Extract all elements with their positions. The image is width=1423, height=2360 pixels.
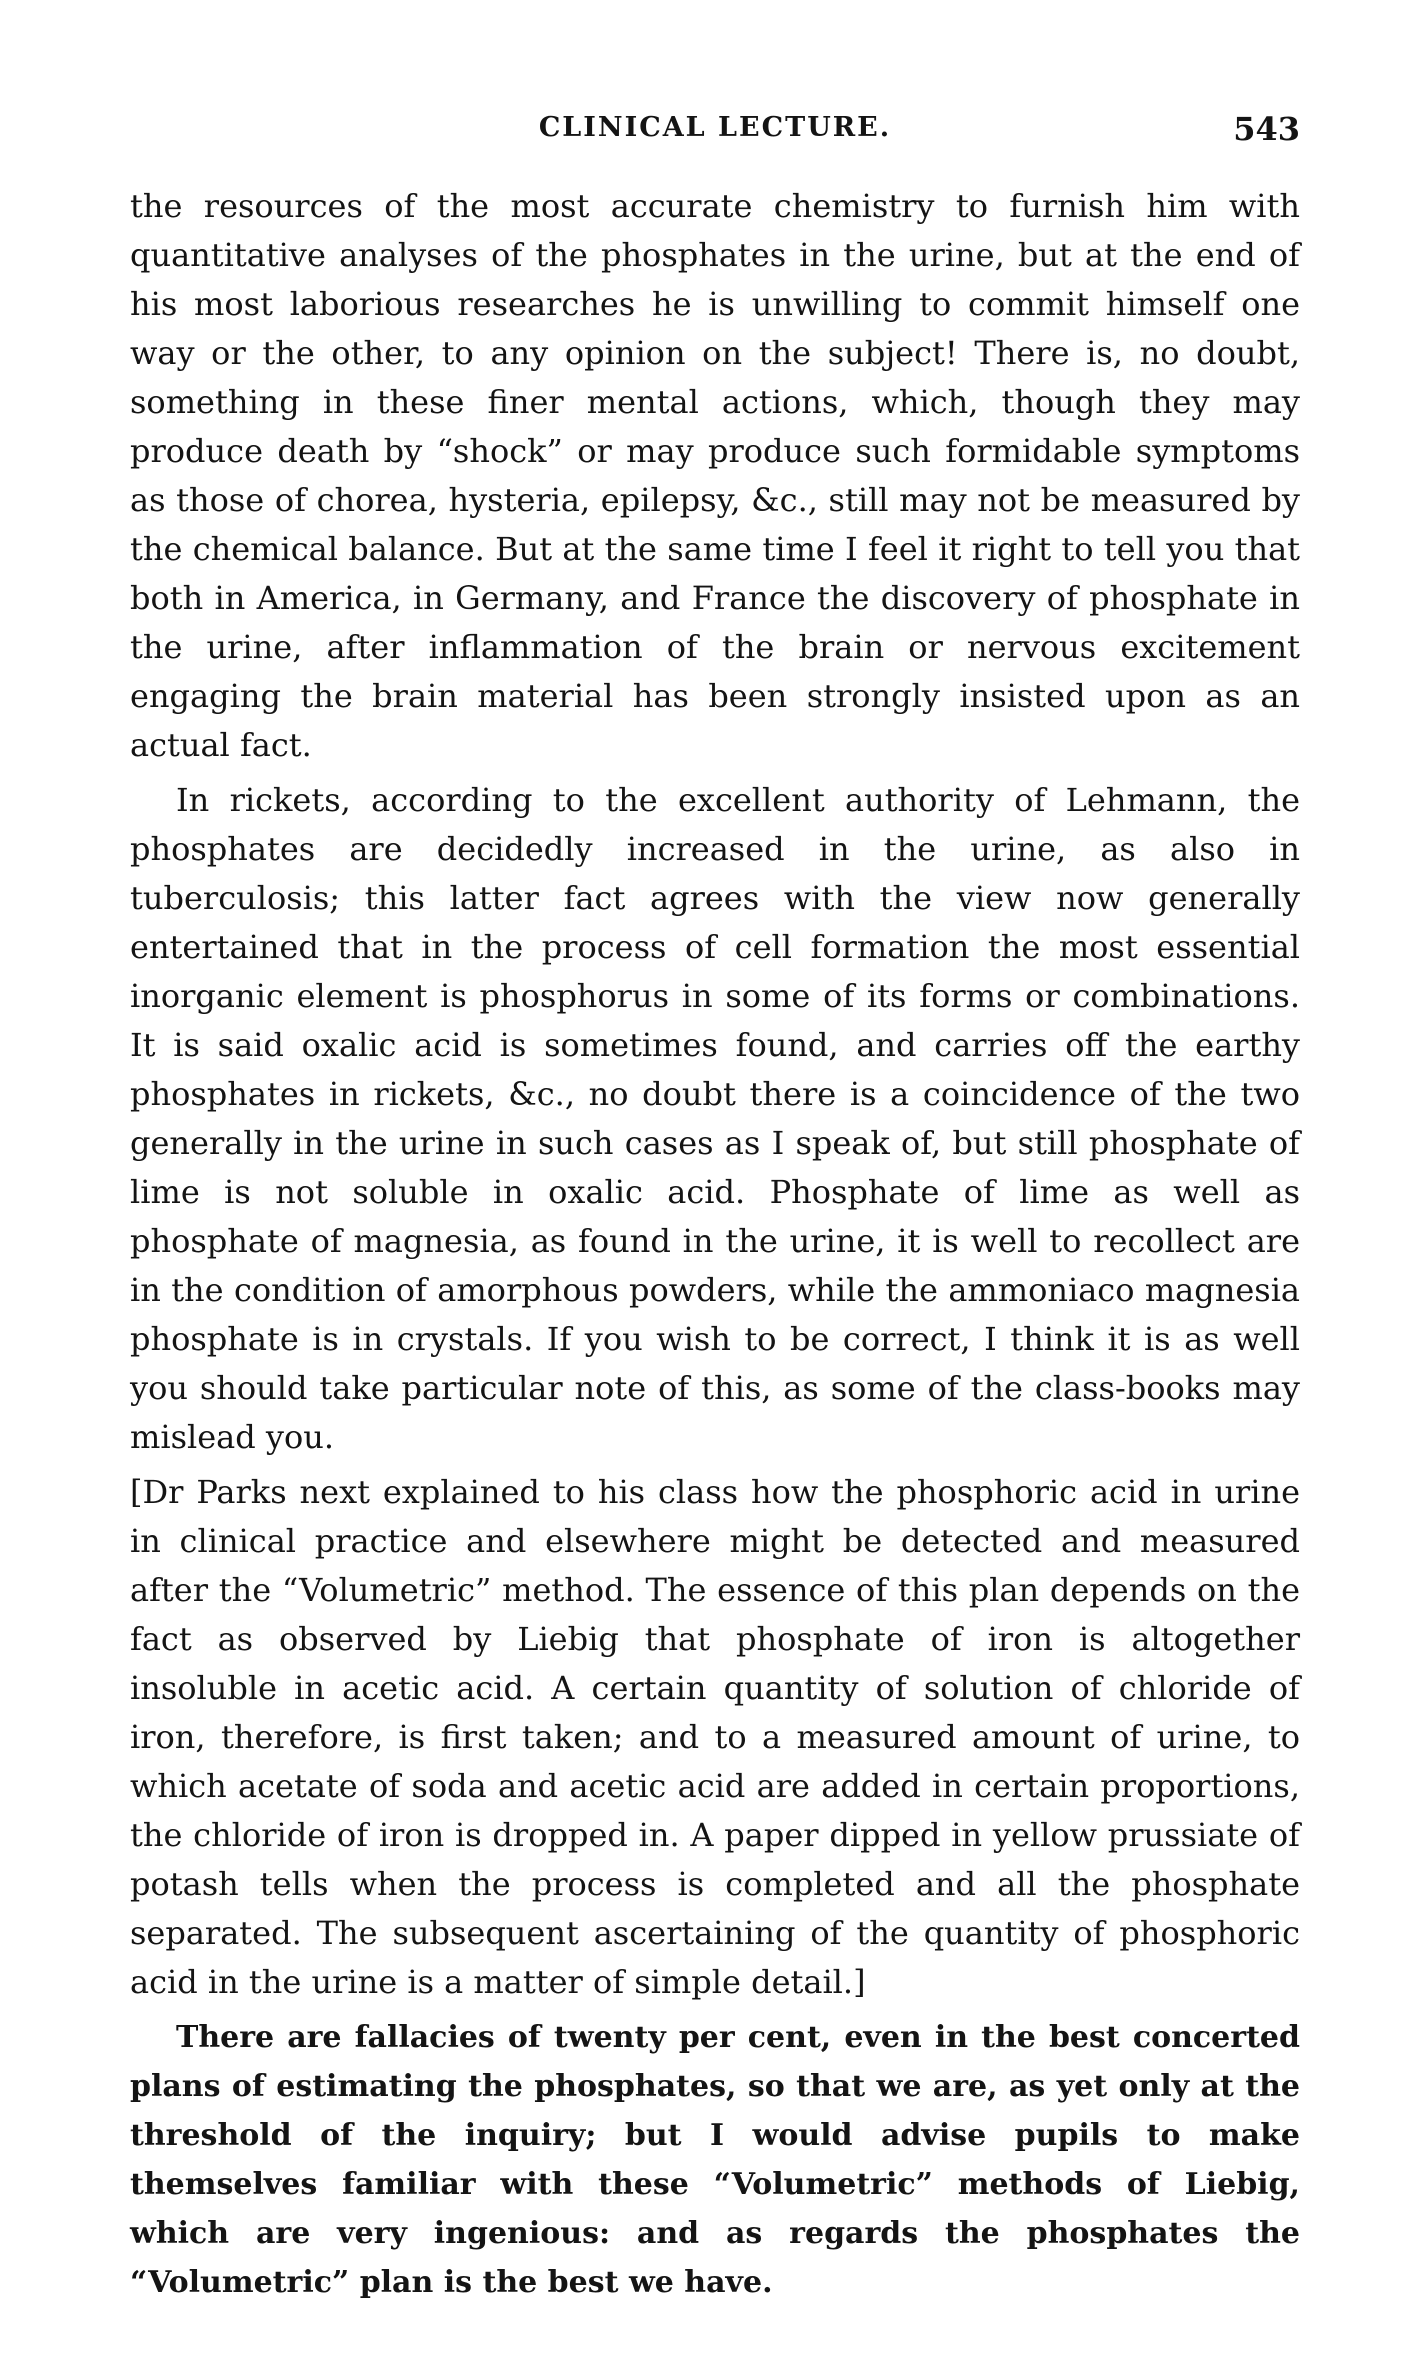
book-page — [130, 112, 1300, 2307]
running-title: CLINICAL LECTURE. — [538, 112, 892, 143]
paragraph-fallacies: There are fallacies of twenty per cent, even in the best concerted plans of estimating the phosphates, so that we are, as yet only at the threshold of the inquiry; but I would advise pupils to make themselves familiar with these “Volumetric” methods of Liebig, which are very ingenious: and as regards the phosphates the “Volumetric” plan is the best we have. — [130, 2020, 1300, 2300]
page-number: 543 — [1233, 110, 1300, 148]
paragraph-rickets: In rickets, according to the excellent authority of Lehmann, the phosphates are decidedly increased in the urine, as also in tuberculosis; this latter fact agrees with the view now generally entertained that in the process of cell formation the most essential inorganic element is phosphorus in some of its forms or combinations. It is said oxalic acid is sometimes found, and carries off the earthy phosphates in rickets, &c., no doubt there is a coincidence of the two generally in the urine in such cases as I speak of, but still phosphate of lime is not soluble in oxalic acid. Phosphate of lime as well as phosphate of magnesia, as found in the urine, it is well to recollect are in the condition of amorphous powders, while the ammoniaco magnesia phosphate is in crystals. If you wish to be correct, I think it is as well you should take particular note of this, as some of the class-books may mislead you. — [130, 781, 1300, 1456]
paragraph-continued: the resources of the most accurate chemistry to furnish him with quantitative analyses of the phosphates in the urine, but at the end of his most laborious researches he is unwilling to commit himself one way or the other, to any opinion on the subject! There is, no doubt, something in these finer mental actions, which, though they may produce death by “shock” or may produce such formidable symptoms as those of chorea, hysteria, epilepsy, &c., still may not be measured by the chemical balance. But at the same time I feel it right to tell you that both in America, in Germany, and France the discovery of phosphate in the urine, after inflammation of the brain or nervous excitement engaging the brain material has been strongly insisted upon as an actual fact. — [130, 187, 1300, 764]
running-head — [130, 112, 1300, 160]
paragraph-volumetric-method: [Dr Parks next explained to his class how the phosphoric acid in urine in clinical practice and elsewhere might be detected and measured after the “Volumetric” method. The essence of this plan depends on the fact as observed by Liebig that phosphate of iron is altogether insoluble in acetic acid. A certain quantity of solution of chloride of iron, therefore, is first taken; and to a measured amount of urine, to which acetate of soda and acetic acid are added in certain proportions, the chloride of iron is dropped in. A paper dipped in yellow prussiate of potash tells when the process is completed and all the phosphate separated. The subsequent ascertaining of the quantity of phosphoric acid in the urine is a matter of simple detail.] — [130, 1473, 1300, 2001]
